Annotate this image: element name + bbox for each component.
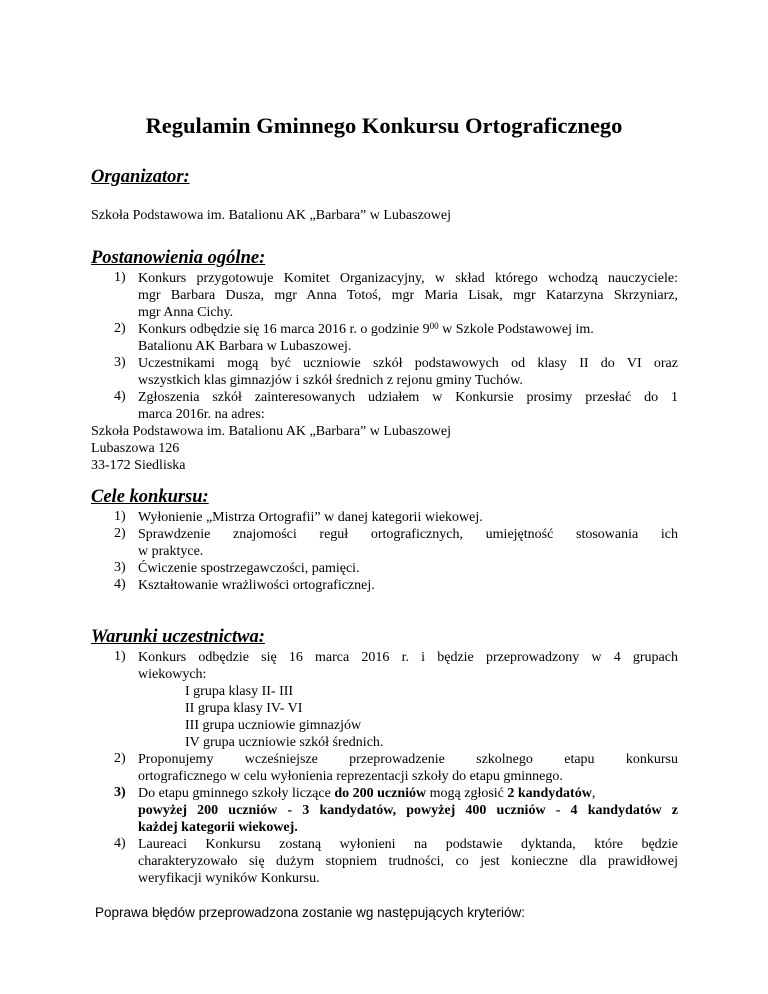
list-line: Sprawdzenie znajomości reguł ortograficznych, umiejętność stosowania ich xyxy=(138,527,678,542)
list-line: weryfikacji wyników Konkursu. xyxy=(138,871,320,886)
list-line: Ćwiczenie spostrzegawczości, pamięci. xyxy=(138,561,360,576)
list-number: 4) xyxy=(114,389,126,404)
list-line: wszystkich klas gimnazjów i szkół średnich z rejonu gminy Tuchów. xyxy=(138,373,523,388)
superscript: 00 xyxy=(429,321,439,331)
list-number: 1) xyxy=(114,270,126,285)
list-number: 1) xyxy=(114,649,126,664)
group-line: I grupa klasy II- III xyxy=(185,684,294,699)
list-line xyxy=(138,785,595,802)
list-number: 3) xyxy=(114,785,126,800)
document-title: Regulamin Gminnego Konkursu Ortograficznego xyxy=(145,113,623,138)
bold-span: 2 kandydatów xyxy=(507,786,592,801)
list-line: w praktyce. xyxy=(138,544,204,559)
list-number: 4) xyxy=(114,577,126,592)
list-number: 2) xyxy=(114,321,126,336)
address-line: 33-172 Siedliska xyxy=(91,458,186,473)
list-line: ortograficznego w celu wyłonienia reprezentacji szkoły do etapu gminnego. xyxy=(138,769,563,784)
list-line: Proponujemy wcześniejsze przeprowadzenie szkolnego etapu konkursu xyxy=(138,752,678,767)
list-line: Zgłoszenia szkół zainteresowanych udziałem w Konkursie prosimy przesłać do 1 xyxy=(138,390,678,405)
list-number: 4) xyxy=(114,836,126,851)
group-line: IV grupa uczniowie szkół średnich. xyxy=(185,735,384,750)
list-line: Laureaci Konkursu zostaną wyłonieni na podstawie dyktanda, które będzie xyxy=(138,837,678,852)
list-number: 1) xyxy=(114,509,126,524)
text-span: mogą zgłosić xyxy=(426,786,508,801)
text-span: Konkurs odbędzie się 16 marca 2016 r. o godzinie 9 xyxy=(138,322,430,337)
group-line: II grupa klasy IV- VI xyxy=(185,701,303,716)
list-line: Konkurs odbędzie się 16 marca 2016 r. i będzie przeprowadzony w 4 grupach xyxy=(138,650,678,665)
list-line: marca 2016r. na adres: xyxy=(138,407,265,422)
text-span: w Szkole Podstawowej im. xyxy=(438,322,594,337)
group-line: III grupa uczniowie gimnazjów xyxy=(185,718,362,733)
list-number: 2) xyxy=(114,526,126,541)
list-line: wiekowych: xyxy=(138,667,207,682)
list-line: mgr Barbara Dusza, mgr Anna Totoś, mgr Maria Lisak, mgr Katarzyna Skrzyniarz, xyxy=(138,288,678,303)
goals-heading: Cele konkursu: xyxy=(91,487,209,507)
organizer-heading: Organizator: xyxy=(91,167,190,187)
text-span: Do etapu gminnego szkoły liczące xyxy=(138,786,335,801)
list-line: Wyłonienie „Mistrza Ortografii” w danej kategorii wiekowej. xyxy=(138,510,483,525)
list-line: Batalionu AK Barbara w Lubaszowej. xyxy=(138,339,352,354)
bold-span: do 200 uczniów xyxy=(334,786,427,801)
text-span: , xyxy=(591,786,596,801)
address-line: Szkoła Podstawowa im. Batalionu AK „Barbara” w Lubaszowej xyxy=(91,424,452,439)
conditions-heading: Warunki uczestnictwa: xyxy=(91,627,265,647)
list-line: mgr Anna Cichy. xyxy=(138,305,234,320)
list-line xyxy=(138,321,678,338)
address-line: Lubaszowa 126 xyxy=(91,441,180,456)
list-number: 2) xyxy=(114,751,126,766)
list-number: 3) xyxy=(114,355,126,370)
footer-text: Poprawa błędów przeprowadzona zostanie wg następujących kryteriów: xyxy=(95,905,525,920)
list-line: charakteryzowało się dużym stopniem trudności, co jest konieczne dla prawidłowej xyxy=(138,854,678,869)
organizer-text: Szkoła Podstawowa im. Batalionu AK „Barbara” w Lubaszowej xyxy=(91,208,452,223)
list-number: 3) xyxy=(114,560,126,575)
list-line: Konkurs przygotowuje Komitet Organizacyjny, w skład którego wchodzą nauczyciele: xyxy=(138,271,678,286)
list-line: Kształtowanie wrażliwości ortograficznej. xyxy=(138,578,375,593)
list-line: Uczestnikami mogą być uczniowie szkół podstawowych od klasy II do VI oraz xyxy=(138,356,678,371)
general-heading: Postanowienia ogólne: xyxy=(91,248,266,268)
list-line: każdej kategorii wiekowej. xyxy=(138,820,298,835)
list-line: powyżej 200 uczniów - 3 kandydatów, powyżej 400 uczniów - 4 kandydatów z xyxy=(138,803,678,818)
